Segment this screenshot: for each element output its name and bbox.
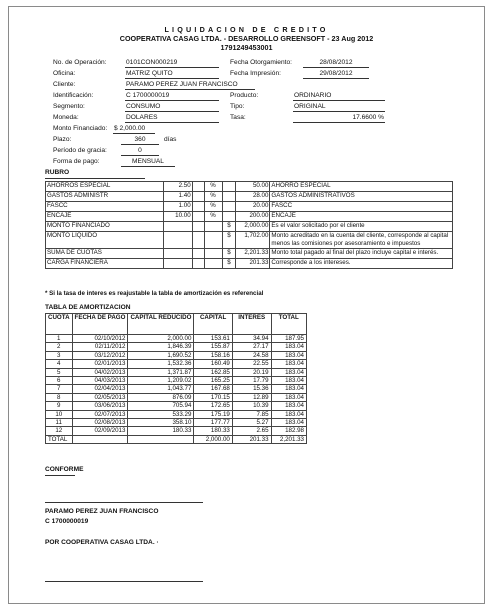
gracia-label: Período de gracia:	[53, 147, 107, 154]
summary-desc: Monto total pagado al final del plazo incluye capital e interés.	[270, 249, 453, 259]
amortization-row	[46, 393, 307, 401]
amortization-title: TABLA DE AMORTIZACION	[45, 304, 131, 311]
cell-total: 182.98	[271, 427, 306, 435]
cooperativa-signature-line	[45, 581, 203, 582]
col-interes-header: INTERES	[232, 314, 271, 335]
cell-interes: 2.65	[232, 427, 271, 435]
col-capital-reducido-header: CAPITAL REDUCIDO	[128, 314, 194, 335]
cell-capital: 170.15	[194, 393, 232, 401]
summary-amount: 2,201.33	[236, 249, 270, 259]
amortization-header-row	[46, 314, 307, 335]
cell-capital: 165.25	[194, 377, 232, 385]
cell-total: 183.04	[271, 360, 306, 368]
plazo-unit: días	[164, 136, 177, 143]
rubro-name: ENCAJE	[46, 212, 164, 222]
cell-capital: 160.49	[194, 360, 232, 368]
summary-name: SUMA DE CUOTAS	[46, 249, 164, 259]
cell-fecha: 02/05/2013	[72, 393, 128, 401]
tasa-value: 17.6600 %	[293, 114, 385, 123]
cell-capital-reducido: 1,209.02	[128, 377, 194, 385]
monto-value: $ 2,000.00	[113, 125, 155, 134]
cell-total: 183.04	[271, 402, 306, 410]
fecha-otorgamiento-value: 28/08/2012	[303, 59, 369, 68]
cell-total: 183.04	[271, 419, 306, 427]
producto-value: ORDINARIO	[293, 92, 385, 101]
amortization-row	[46, 385, 307, 393]
rubro-amount: 50.00	[236, 182, 270, 192]
summary-row	[46, 259, 453, 269]
cell-interes: 17.79	[232, 377, 271, 385]
client-signature-line	[45, 502, 203, 503]
rubro-rate: 10.00	[163, 212, 192, 222]
forma-label: Forma de pago:	[53, 158, 100, 165]
cell-fecha: 02/10/2012	[72, 335, 128, 343]
rubro-pct: %	[204, 192, 222, 202]
conforme-underline	[45, 475, 75, 476]
amortization-row	[46, 351, 307, 359]
rubro-name: AHORROS ESPECIAL	[46, 182, 164, 192]
cell-fecha: 02/09/2013	[72, 427, 128, 435]
cell-interes: 20.19	[232, 368, 271, 376]
cell-capital-reducido: 180.33	[128, 427, 194, 435]
cell-cuota: 7	[46, 385, 73, 393]
cell-total: 183.04	[271, 385, 306, 393]
forma-value: MENSUAL	[121, 158, 175, 167]
summary-name: MONTO FINANCIADO	[46, 222, 164, 232]
amortization-row	[46, 360, 307, 368]
cell-total: 183.04	[271, 393, 306, 401]
operacion-value: 0101CON000219	[125, 59, 219, 68]
tipo-label: Tipo:	[230, 103, 245, 110]
col-cuota-header: CUOTA	[46, 314, 73, 335]
cell-interes: 12.89	[232, 393, 271, 401]
summary-row	[46, 222, 453, 232]
cell-cuota: 3	[46, 351, 73, 359]
col-total-header: TOTAL	[271, 314, 306, 335]
rubro-table	[45, 181, 453, 269]
cell-capital-reducido: 876.09	[128, 393, 194, 401]
cell-total: 183.04	[271, 343, 306, 351]
rubro-row	[46, 202, 453, 212]
cell-capital: 153.61	[194, 335, 232, 343]
cell-cuota: 11	[46, 419, 73, 427]
tasa-label: Tasa:	[230, 114, 246, 121]
document-ruc: 1791249453001	[220, 43, 273, 52]
cell-capital: 162.85	[194, 368, 232, 376]
amortization-total-row	[46, 435, 307, 443]
gracia-value: 0	[121, 147, 159, 156]
amortization-row	[46, 402, 307, 410]
cell-capital-reducido: 533.29	[128, 410, 194, 418]
cell-cuota: 4	[46, 360, 73, 368]
cell-cuota: 9	[46, 402, 73, 410]
rubro-desc: GASTOS ADMINISTRATIVOS	[270, 192, 453, 202]
cell-interes: 10.39	[232, 402, 271, 410]
cell-capital: 155.87	[194, 343, 232, 351]
cell-fecha: 03/12/2012	[72, 351, 128, 359]
summary-amount: 201.33	[236, 259, 270, 269]
oficina-value: MATRIZ QUITO	[125, 70, 219, 79]
cell-capital-reducido: 1,846.39	[128, 343, 194, 351]
cell-total: 183.04	[271, 351, 306, 359]
cell-capital-reducido: 1,043.77	[128, 385, 194, 393]
cell-interes: 15.36	[232, 385, 271, 393]
rubro-row	[46, 212, 453, 222]
cell-total: 183.04	[271, 377, 306, 385]
amortization-table	[45, 313, 307, 444]
rubro-rate: 1.00	[163, 202, 192, 212]
cell-interes: 7.85	[232, 410, 271, 418]
amortization-row	[46, 377, 307, 385]
amortization-row	[46, 419, 307, 427]
amortization-note: * Si la tasa de interes es reajustable la tabla de amortización es referencial	[45, 290, 264, 297]
plazo-value: 360	[121, 136, 159, 145]
summary-dollar: $	[222, 232, 236, 249]
summary-row	[46, 249, 453, 259]
rubro-pct: %	[204, 182, 222, 192]
cell-cuota: 5	[46, 368, 73, 376]
cell-fecha: 02/07/2013	[72, 410, 128, 418]
total-capital: 2,000.00	[194, 435, 232, 443]
cell-fecha: 04/02/2013	[72, 368, 128, 376]
cell-capital-reducido: 1,371.87	[128, 368, 194, 376]
total-total: 2,201.33	[271, 435, 306, 443]
rubro-amount: 200.00	[236, 212, 270, 222]
summary-amount: 2,000.00	[236, 222, 270, 232]
amortization-row	[46, 427, 307, 435]
rubro-name: FASCC	[46, 202, 164, 212]
client-name: PARAMO PEREZ JUAN FRANCISCO	[45, 508, 159, 515]
cell-cuota: 1	[46, 335, 73, 343]
rubro-name: GASTOS ADMINISTR	[46, 192, 164, 202]
cell-capital: 167.68	[194, 385, 232, 393]
oficina-label: Oficina:	[53, 70, 76, 77]
fecha-impresion-label: Fecha Impresión:	[230, 70, 281, 77]
summary-dollar: $	[222, 249, 236, 259]
amortization-row	[46, 368, 307, 376]
client-id: C 1700000019	[45, 518, 89, 525]
cell-capital-reducido: 1,532.36	[128, 360, 194, 368]
rubro-amount: 28.00	[236, 192, 270, 202]
cell-interes: 24.58	[232, 351, 271, 359]
rubro-row	[46, 192, 453, 202]
cell-capital: 158.16	[194, 351, 232, 359]
amortization-row	[46, 410, 307, 418]
summary-dollar: $	[222, 259, 236, 269]
cell-capital-reducido: 358.10	[128, 419, 194, 427]
conforme-label: CONFORME	[45, 466, 84, 473]
cell-cuota: 6	[46, 377, 73, 385]
summary-desc: Es el valor solicitado por el cliente	[270, 222, 453, 232]
cell-interes: 34.94	[232, 335, 271, 343]
rubro-title: RUBRO	[45, 169, 70, 176]
cell-fecha: 02/08/2013	[72, 419, 128, 427]
document-page	[8, 6, 485, 604]
amortization-row	[46, 335, 307, 343]
rubro-rate: 2.50	[163, 182, 192, 192]
rubro-rate: 1.40	[163, 192, 192, 202]
moneda-value: DOLARES	[125, 114, 219, 123]
segmento-value: CONSUMO	[125, 103, 219, 112]
operacion-label: No. de Operación:	[53, 59, 107, 66]
rubro-amount: 20.00	[236, 202, 270, 212]
cell-capital: 172.65	[194, 402, 232, 410]
rubro-row	[46, 182, 453, 192]
rubro-pct: %	[204, 212, 222, 222]
cell-fecha: 02/01/2013	[72, 360, 128, 368]
summary-name: CARGA FINANCIERA	[46, 259, 164, 269]
cell-fecha: 04/03/2013	[72, 377, 128, 385]
total-label: TOTAL	[46, 435, 73, 443]
cell-fecha: 02/11/2012	[72, 343, 128, 351]
moneda-label: Moneda:	[53, 114, 79, 121]
cell-cuota: 8	[46, 393, 73, 401]
cell-capital-reducido: 1,690.52	[128, 351, 194, 359]
fecha-impresion-value: 29/08/2012	[303, 70, 369, 79]
summary-amount: 1,702.00	[236, 232, 270, 249]
cell-capital-reducido: 705.94	[128, 402, 194, 410]
cell-fecha: 02/04/2013	[72, 385, 128, 393]
cell-capital: 177.77	[194, 419, 232, 427]
cell-interes: 22.55	[232, 360, 271, 368]
total-interes: 201.33	[232, 435, 271, 443]
cell-capital-reducido: 2,000.00	[128, 335, 194, 343]
rubro-desc: FASCC	[270, 202, 453, 212]
amortization-row	[46, 343, 307, 351]
cell-cuota: 10	[46, 410, 73, 418]
cell-interes: 27.17	[232, 343, 271, 351]
segmento-label: Segmento:	[53, 103, 85, 110]
cliente-value: PARAMO PEREZ JUAN FRANCISCO	[125, 81, 255, 90]
por-cooperativa: POR COOPERATIVA CASAG LTDA. ·	[45, 539, 159, 546]
cell-total: 187.95	[271, 335, 306, 343]
cliente-label: Cliente:	[53, 81, 76, 88]
cell-capital: 180.33	[194, 427, 232, 435]
summary-desc: Corresponde a los intereses.	[270, 259, 453, 269]
tipo-value: ORIGINAL	[293, 103, 385, 112]
document-title: LIQUIDACION DE CREDITO	[164, 25, 329, 34]
fecha-otorgamiento-label: Fecha Otorgamiento:	[230, 59, 292, 66]
summary-row	[46, 232, 453, 249]
col-capital-header: CAPITAL	[194, 314, 232, 335]
rubro-desc: AHORRO ESPECIAL	[270, 182, 453, 192]
producto-label: Producto:	[230, 92, 259, 99]
identificacion-value: C 1700000019	[125, 92, 219, 101]
cell-total: 183.04	[271, 410, 306, 418]
cell-cuota: 2	[46, 343, 73, 351]
summary-dollar: $	[222, 222, 236, 232]
cell-cuota: 12	[46, 427, 73, 435]
monto-label: Monto Financiado:	[53, 125, 108, 132]
summary-name: MONTO LIQUIDO	[46, 232, 164, 249]
summary-desc: Monto acreditado en la cuenta del cliente, corresponde al capital menos las comisiones por asesoramiento e impuestos	[270, 232, 453, 249]
identificacion-label: Identificación:	[53, 92, 94, 99]
plazo-label: Plazo:	[53, 136, 72, 143]
col-fecha-header: FECHA DE PAGO	[72, 314, 128, 335]
rubro-desc: ENCAJE	[270, 212, 453, 222]
cell-capital: 175.19	[194, 410, 232, 418]
cell-total: 183.04	[271, 368, 306, 376]
rubro-pct: %	[204, 202, 222, 212]
document-subtitle: COOPERATIVA CASAG LTDA. - DESARROLLO GREENSOFT - 23 Aug 2012	[119, 34, 374, 43]
cell-interes: 5.27	[232, 419, 271, 427]
cell-fecha: 03/06/2013	[72, 402, 128, 410]
rubro-title-underline	[45, 178, 145, 179]
